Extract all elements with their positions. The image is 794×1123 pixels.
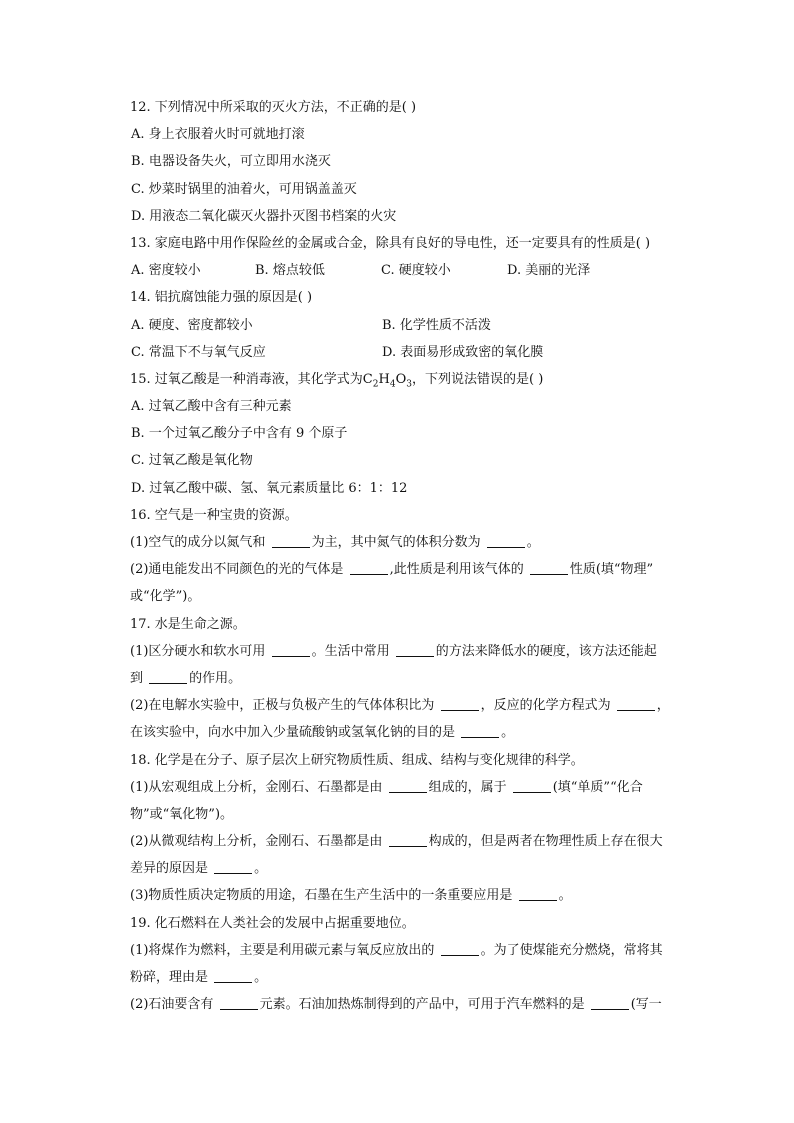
q16-stem: 16. 空气是一种宝贵的资源。 [130, 507, 298, 523]
q18-p1-text-a: (1)从宏观组成上分析，金刚石、石墨都是由 [130, 779, 387, 795]
q17-p1-text-b: 。生活中常用 [311, 643, 394, 659]
q19-stem: 19. 化石燃料在人类社会的发展中占据重要地位。 [130, 915, 415, 931]
q16-p1-text-b: 为主，其中氮气的体积分数为 [311, 535, 485, 550]
answer-blank[interactable] [350, 560, 388, 575]
q17-part2 [130, 692, 700, 719]
q15-option-a: A. 过氧乙酸中含有三种元素 [131, 399, 292, 415]
q16-p1-text-c: 。 [526, 535, 540, 550]
q15-stem [130, 366, 700, 393]
q18-part3 [130, 882, 700, 909]
q19-p2-text-b: 元素。石油加热炼制得到的产品中，可用于汽车燃料的是 [259, 997, 589, 1013]
q19-p2-text-c: (写一 [630, 997, 662, 1013]
q15-option-b: B. 一个过氧乙酸分子中含有 9 个原子 [131, 426, 348, 442]
q16-p1-text-a: (1)空气的成分以氮气和 [130, 535, 270, 550]
q18-p2-text-a: (2)从微观结构上分析，金刚石、石墨都是由 [130, 834, 387, 850]
q17-p2-text-e: 。 [501, 725, 515, 741]
answer-blank[interactable] [214, 859, 252, 874]
q13-option-a: A. 密度较小 [131, 263, 201, 279]
q18-stem: 18. 化学是在分子、原子层次上研究物质性质、组成、结构与变化规律的科学。 [130, 752, 584, 768]
q16-p2-text-b: ,此性质是利用该气体的 [389, 562, 528, 578]
q19-p1-text-b: 。为了使煤能充分燃烧，常将其 [480, 942, 663, 958]
q16-part1 [130, 529, 700, 556]
q17-p1-text-a: (1)区分硬水和软水可用 [130, 643, 270, 659]
formula-sub-c: 2 [372, 379, 379, 390]
q14-option-c: C. 常温下不与氧气反应 [131, 344, 266, 360]
q19-p1-text-c: 粉碎，理由是 [130, 970, 213, 985]
q19-p2-text-a: (2)石油要含有 [130, 997, 218, 1013]
formula-sub-o: 3 [406, 379, 412, 390]
answer-blank[interactable] [272, 642, 310, 657]
q18-p2-text-c: 差异的原因是 [130, 861, 213, 877]
q12-option-a: A. 身上衣服着火时可就地打滚 [131, 127, 305, 143]
q17-p2-text-a: (2)在电解水实验中，正极与负极产生的气体体积比为 [130, 698, 439, 714]
answer-blank[interactable] [461, 723, 499, 738]
q14-options-row2 [130, 339, 700, 366]
q18-p3-text-a: (3)物质性质决定物质的用途，石墨在生产生活中的一条重要应用是 [130, 888, 517, 904]
formula-sub-h: 4 [389, 379, 396, 390]
answer-blank[interactable] [591, 995, 629, 1010]
answer-blank[interactable] [149, 669, 187, 684]
answer-blank[interactable] [389, 778, 427, 793]
q14-stem: 14. 铝抗腐蚀能力强的原因是( ) [130, 290, 313, 306]
q13-options [130, 257, 700, 284]
formula-h: H [378, 371, 390, 387]
q17-p1-text-e: 的作用。 [189, 670, 242, 686]
q15-option-d: D. 过氧乙酸中碳、氢、氧元素质量比 6：1：12 [131, 480, 408, 496]
q15-stem-post: ，下列说法错误的是( ) [411, 371, 544, 387]
answer-blank[interactable] [214, 968, 252, 983]
q18-p1-text-c: (填“单质”“化合 [552, 779, 643, 795]
q16-p2-text-c: 性质(填“物理” [569, 562, 654, 578]
answer-blank[interactable] [441, 941, 479, 956]
q14-options-row1 [130, 312, 700, 339]
answer-blank[interactable] [220, 995, 258, 1010]
q17-p2-text-c: ， [656, 698, 670, 714]
answer-blank[interactable] [530, 560, 568, 575]
q19-part2 [130, 991, 700, 1018]
q12-option-c: C. 炒菜时锅里的油着火，可用锅盖盖灭 [131, 181, 357, 197]
answer-blank[interactable] [617, 696, 655, 711]
answer-blank[interactable] [396, 642, 434, 657]
answer-blank[interactable] [441, 696, 479, 711]
q19-part1 [130, 937, 700, 964]
formula-o: O [395, 371, 407, 387]
q17-p1-text-c: 的方法来降低水的硬度，该方法还能起 [435, 643, 657, 659]
answer-blank[interactable] [389, 832, 427, 847]
q14-option-d: D. 表面易形成致密的氧化膜 [382, 344, 544, 360]
q19-p1-text-d: 。 [254, 970, 268, 985]
q12-option-b: B. 电器设备失火，可立即用水浇灭 [131, 154, 331, 170]
q16-part2 [130, 556, 700, 583]
question-list [130, 94, 700, 1018]
q13-option-c: C. 硬度较小 [381, 263, 451, 279]
q14-option-a: A. 硬度、密度都较小 [131, 317, 253, 333]
answer-blank[interactable] [272, 533, 310, 548]
q17-stem: 17. 水是生命之源。 [130, 616, 246, 632]
q19-part1-cont [130, 964, 700, 991]
answer-blank[interactable] [487, 533, 525, 548]
q19-p1-text-a: (1)将煤作为燃料，主要是利用碳元素与氧反应放出的 [130, 942, 439, 958]
q18-p3-text-b: 。 [558, 888, 572, 904]
q18-p2-text-d: 。 [254, 861, 268, 877]
q17-p1-text-d: 到 [130, 670, 148, 686]
q17-part1-cont [130, 665, 700, 692]
q17-p2-text-b: ，反应的化学方程式为 [480, 698, 615, 714]
answer-blank[interactable] [519, 886, 557, 901]
q18-part2-cont [130, 855, 700, 882]
q16-part2-cont: 或“化学”)。 [130, 589, 201, 605]
q16-p2-text-a: (2)通电能发出不同颜色的光的气体是 [130, 562, 348, 578]
q15-stem-pre: 15. 过氧乙酸是一种消毒液，其化学式为C [130, 371, 373, 387]
q13-stem: 13. 家庭电路中用作保险丝的金属或合金，除具有良好的导电性，还一定要具有的性质是( ) [130, 235, 651, 251]
q18-part2 [130, 828, 700, 855]
q13-option-b: B. 熔点较低 [255, 263, 325, 279]
q17-p2-text-d: 在该实验中，向水中加入少量硫酸钠或氢氧化钠的目的是 [130, 725, 460, 741]
q17-part2-cont [130, 719, 700, 746]
q14-option-b: B. 化学性质不活泼 [382, 317, 491, 333]
q13-option-d: D. 美丽的光泽 [507, 263, 591, 279]
q18-p1-text-b: 组成的，属于 [428, 779, 511, 795]
answer-blank[interactable] [513, 778, 551, 793]
q18-p2-text-b: 构成的，但是两者在物理性质上存在很大 [428, 834, 663, 850]
q18-part1 [130, 774, 700, 801]
q17-part1 [130, 638, 700, 665]
q18-part1-cont: 物”或“氧化物”)。 [130, 806, 234, 822]
q12-option-d: D. 用液态二氧化碳灭火器扑灭图书档案的火灾 [131, 208, 397, 224]
q15-option-c: C. 过氧乙酸是氧化物 [131, 453, 253, 469]
q12-stem: 12. 下列情况中所采取的灭火方法，不正确的是( ) [130, 100, 417, 115]
